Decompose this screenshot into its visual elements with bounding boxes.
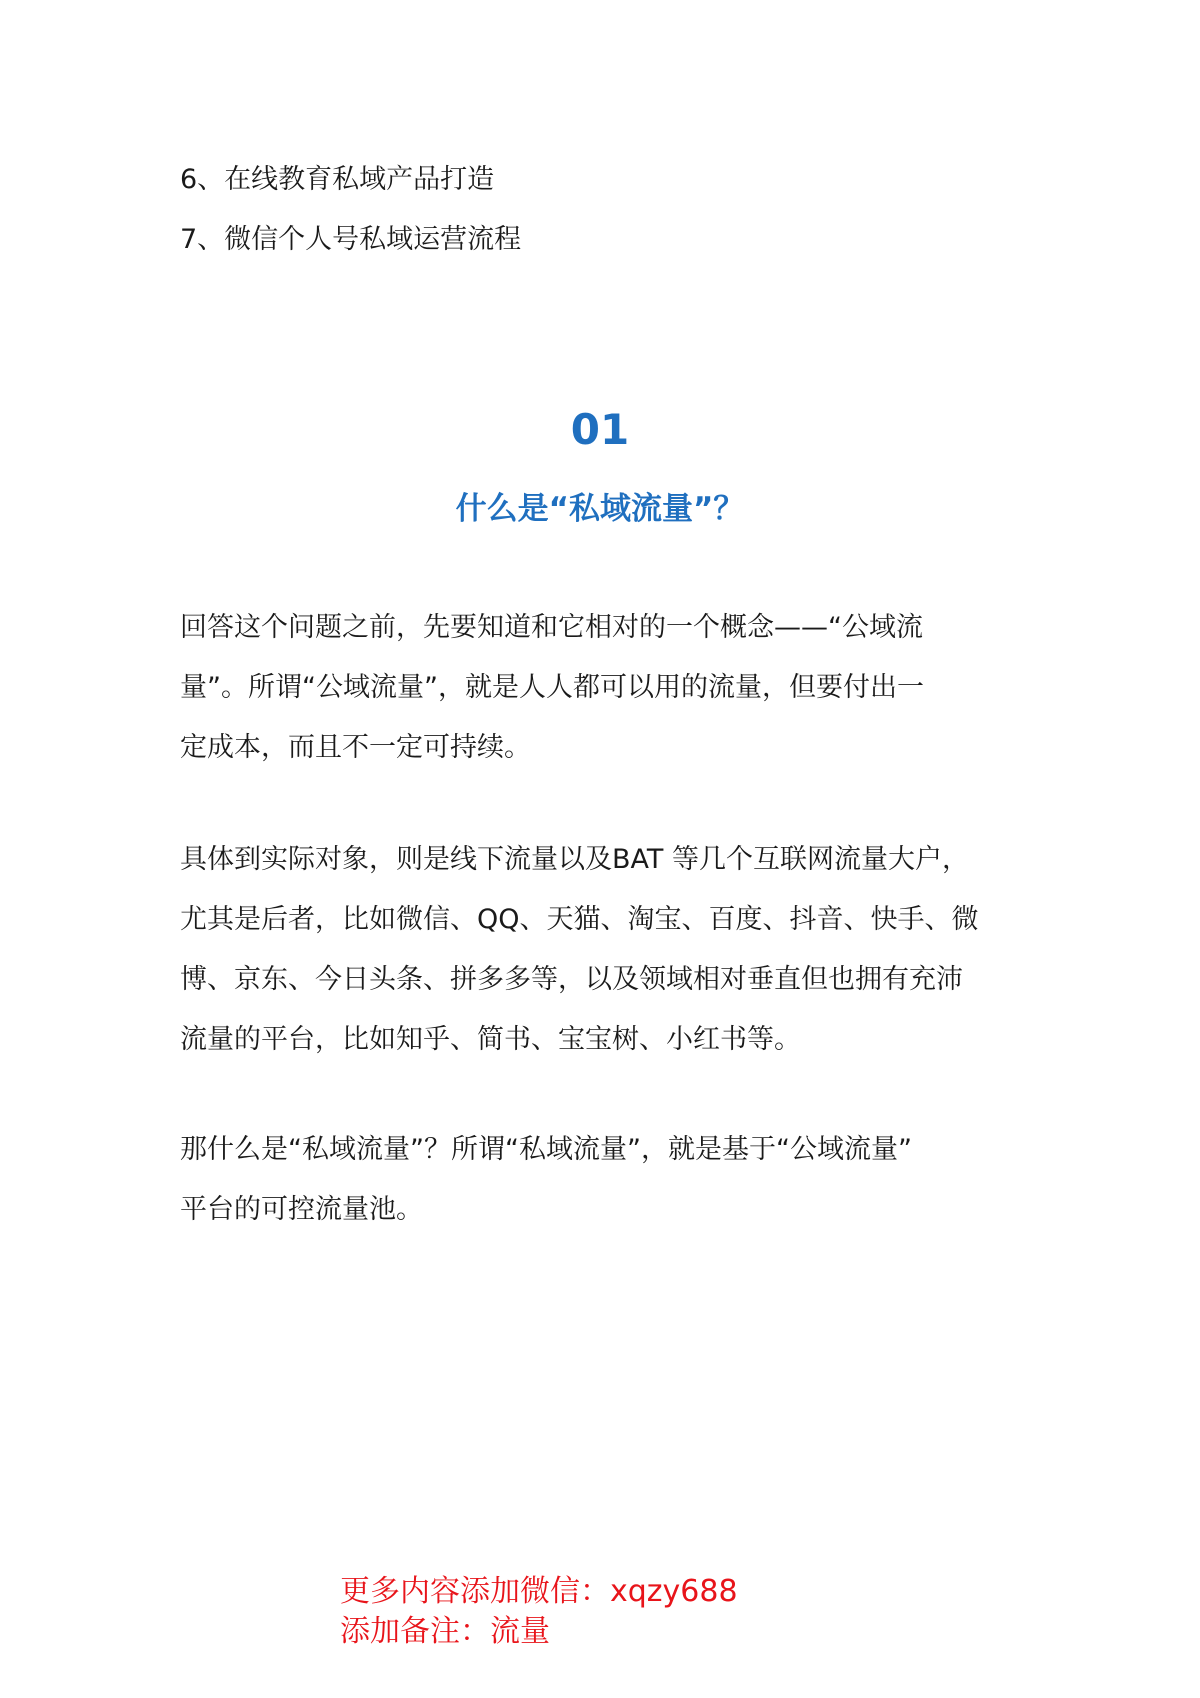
paragraph-line: 流量的平台，比如知乎、简书、宝宝树、小红书等。 xyxy=(180,1024,801,1055)
paragraph-line: 量”。所谓“公域流量”，就是人人都可以用的流量，但要付出一 xyxy=(180,672,924,703)
paragraph-platform-examples xyxy=(180,830,1036,1070)
toc-item: 7、微信个人号私域运营流程 xyxy=(180,224,522,255)
paragraph-line: 博、京东、今日头条、拼多多等，以及领域相对垂直但也拥有充沛 xyxy=(180,964,963,995)
promo-contact: 更多内容添加微信：xqzy688 xyxy=(340,1574,738,1609)
paragraph-line: 尤其是后者，比如微信、QQ、天猫、淘宝、百度、抖音、快手、微 xyxy=(180,904,979,935)
section-number: 01 xyxy=(570,405,630,454)
paragraph-line: 具体到实际对象，则是线下流量以及BAT 等几个互联网流量大户， xyxy=(180,844,969,875)
paragraph-public-traffic xyxy=(180,598,1036,778)
paragraph-line: 平台的可控流量池。 xyxy=(180,1194,423,1225)
toc-item: 6、在线教育私域产品打造 xyxy=(180,164,495,195)
paragraph-line: 回答这个问题之前，先要知道和它相对的一个概念——“公域流 xyxy=(180,612,923,643)
paragraph-line: 定成本，而且不一定可持续。 xyxy=(180,732,531,763)
promo-note: 添加备注：流量 xyxy=(340,1614,550,1649)
paragraph-private-traffic-definition xyxy=(180,1120,1036,1240)
promo-watermark xyxy=(340,1572,940,1652)
section-title: 什么是“私域流量”？ xyxy=(455,491,745,527)
paragraph-line: 那什么是“私域流量”？所谓“私域流量”，就是基于“公域流量” xyxy=(180,1134,912,1165)
table-of-contents xyxy=(180,150,1040,270)
